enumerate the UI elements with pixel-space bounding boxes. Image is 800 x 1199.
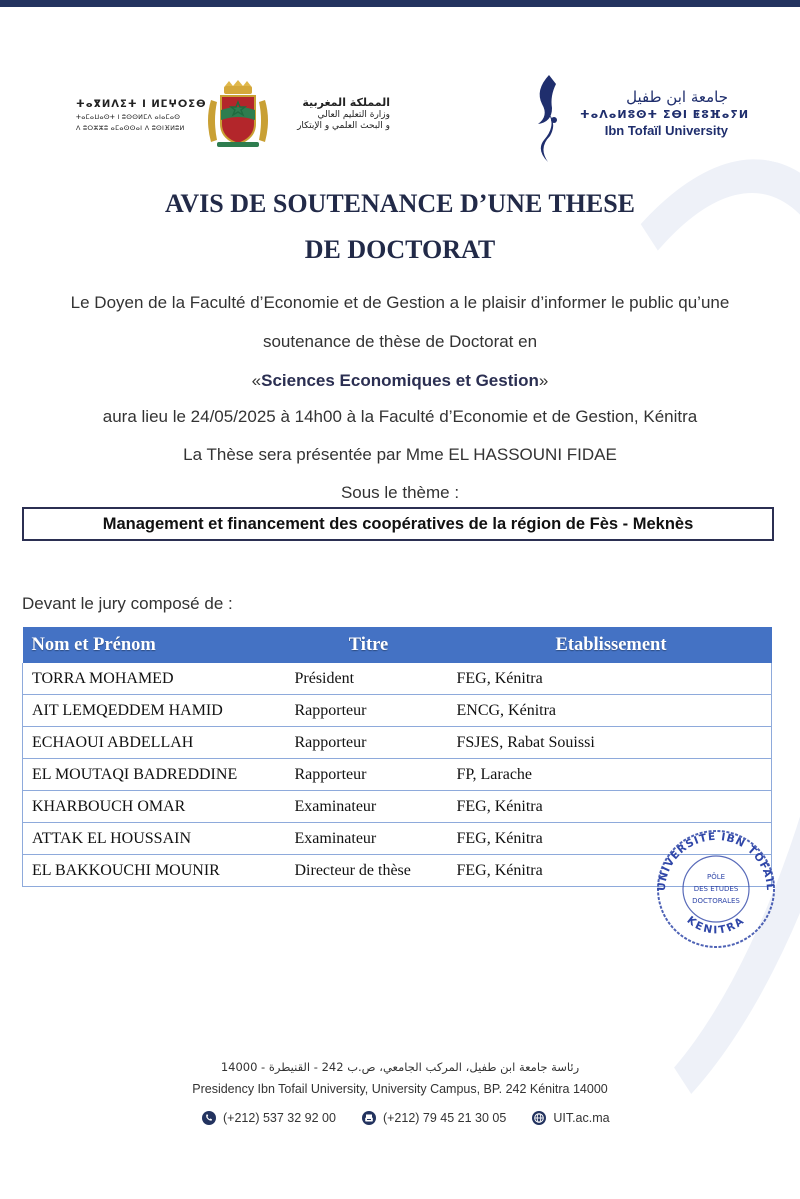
top-accent-bar xyxy=(0,0,800,7)
stamp-inner-line-3: DOCTORALES xyxy=(692,897,740,905)
specialty-name: Sciences Economiques et Gestion xyxy=(261,371,539,390)
column-header-title: Titre xyxy=(287,627,451,663)
jury-member-role: Examinateur xyxy=(287,791,451,823)
ministry-name-tifinagh xyxy=(76,99,207,132)
ministry-name-arabic xyxy=(280,96,390,131)
announcement-title-line-2: DE DOCTORAT xyxy=(304,235,496,264)
jury-member-name: ECHAOUI ABDELLAH xyxy=(23,727,287,759)
jury-table-header-row xyxy=(23,627,772,663)
globe-icon xyxy=(532,1111,546,1125)
jury-member-institution: FEG, Kénitra xyxy=(451,791,772,823)
university-name-english: Ibn Tofaïl University xyxy=(604,123,728,138)
footer-phone-number: (+212) 537 32 92 00 xyxy=(223,1111,336,1125)
jury-member-name: AIT LEMQEDDEM HAMID xyxy=(23,695,287,727)
university-name-arabic: جامعة ابن طفيل xyxy=(626,88,728,106)
jury-member-name: KHARBOUCH OMAR xyxy=(23,791,287,823)
table-row xyxy=(23,727,772,759)
arabic-research-line: و البحث العلمي و الإبتكار xyxy=(297,121,390,131)
stamp-bottom-text: KENITRA xyxy=(684,914,748,937)
footer-phone xyxy=(202,1111,336,1125)
column-header-institution: Etablissement xyxy=(451,627,772,663)
jury-member-role: Rapporteur xyxy=(287,695,451,727)
column-header-name: Nom et Prénom xyxy=(23,627,287,663)
fax-icon xyxy=(362,1111,376,1125)
quote-close: » xyxy=(538,371,549,390)
jury-intro-label: Devant le jury composé de : xyxy=(22,594,233,613)
jury-member-name: ATTAK EL HOUSSAIN xyxy=(23,823,287,855)
footer-website-url[interactable]: UIT.ac.ma xyxy=(553,1111,610,1125)
jury-member-institution: FEG, Kénitra xyxy=(451,823,772,855)
quote-open: « xyxy=(251,371,262,390)
tifinagh-line-2: ⵜⴰⵎⴰⵡⴰⵙⵜ ⵏ ⵓⵙⵙⵍⵎⴷ ⴰⵏⴰⵎⴰⵙ xyxy=(76,113,181,121)
university-name-block xyxy=(580,88,750,138)
phone-icon xyxy=(202,1111,216,1125)
arabic-ministry-line: وزارة التعليم العالي xyxy=(317,110,390,120)
stamp-outer-text: UNIVERSITE IBN TOFAIL xyxy=(655,830,777,892)
stamp-inner-line-1: PÔLE xyxy=(706,873,726,881)
jury-member-role: Directeur de thèse xyxy=(287,855,451,887)
table-row xyxy=(23,663,772,695)
ibn-tofail-logo-icon xyxy=(532,72,562,164)
specialty-line xyxy=(0,371,800,391)
university-name-tifinagh: ⵜⴰⴷⴰⵍⵓⵙⵜ ⵉⴱⵏ ⵟⵓⴼⴰⵢⵍ xyxy=(580,108,750,121)
jury-member-institution: FP, Larache xyxy=(451,759,772,791)
jury-member-role: Président xyxy=(287,663,451,695)
jury-member-institution: FEG, Kénitra xyxy=(451,663,772,695)
thesis-theme-box xyxy=(22,507,774,541)
jury-member-role: Examinateur xyxy=(287,823,451,855)
jury-member-institution: FEG, Kénitra xyxy=(451,855,772,887)
table-row xyxy=(23,759,772,791)
doctoral-studies-stamp xyxy=(651,827,781,949)
jury-member-name: EL MOUTAQI BADREDDINE xyxy=(23,759,287,791)
presenter-line: La Thèse sera présentée par Mme EL HASSOUNI FIDAE xyxy=(183,445,617,464)
jury-member-role: Rapporteur xyxy=(287,759,451,791)
footer-fax-number: (+212) 79 45 21 30 05 xyxy=(382,1111,507,1125)
announcement-title-line-1: AVIS DE SOUTENANCE D’UNE THESE xyxy=(164,189,636,218)
thesis-theme-text: Management et financement des coopératives de la région de Fès - Meknès xyxy=(102,514,694,533)
jury-member-role: Rapporteur xyxy=(287,727,451,759)
date-location-line: aura lieu le 24/05/2025 à 14h00 à la Faculté d’Economie et de Gestion, Kénitra xyxy=(102,407,698,426)
moroccan-coat-of-arms-icon xyxy=(203,80,273,148)
table-row xyxy=(23,791,772,823)
footer-fax xyxy=(362,1111,506,1125)
jury-member-institution: FSJES, Rabat Souissi xyxy=(451,727,772,759)
tifinagh-line-3: ⴷ ⵓⵔⵣⵣⵓ ⴰⵎⴰⵙⵙⴰⵏ ⴷ ⵓⵙⵏⴼⵍⵓⵍ xyxy=(76,124,185,132)
jury-member-institution: ENCG, Kénitra xyxy=(451,695,772,727)
arabic-kingdom-line: المملكة المغربية xyxy=(302,96,390,109)
tifinagh-line-1: ⵜⴰⴳⵍⴷⵉⵜ ⵏ ⵍⵎⵖⵔⵉⴱ xyxy=(76,99,207,110)
footer-website xyxy=(532,1111,609,1125)
intro-line-2: soutenance de thèse de Doctorat en xyxy=(262,332,538,351)
intro-line-1: Le Doyen de la Faculté d’Economie et de Gestion a le plaisir d’informer le public qu’une xyxy=(70,293,730,312)
footer-address-arabic: رئاسة جامعة ابن طفيل، المركب الجامعي، ص.ب 242 - القنيطرة - 14000 xyxy=(220,1060,580,1074)
jury-member-name: EL BAKKOUCHI MOUNIR xyxy=(23,855,287,887)
theme-label: Sous le thème : xyxy=(340,483,460,502)
table-row xyxy=(23,695,772,727)
footer-address-english: Presidency Ibn Tofail University, University Campus, BP. 242 Kénitra 14000 xyxy=(192,1082,608,1096)
footer-contacts xyxy=(202,1108,636,1128)
stamp-inner-line-2: DES ETUDES xyxy=(693,885,739,893)
jury-member-name: TORRA MOHAMED xyxy=(23,663,287,695)
